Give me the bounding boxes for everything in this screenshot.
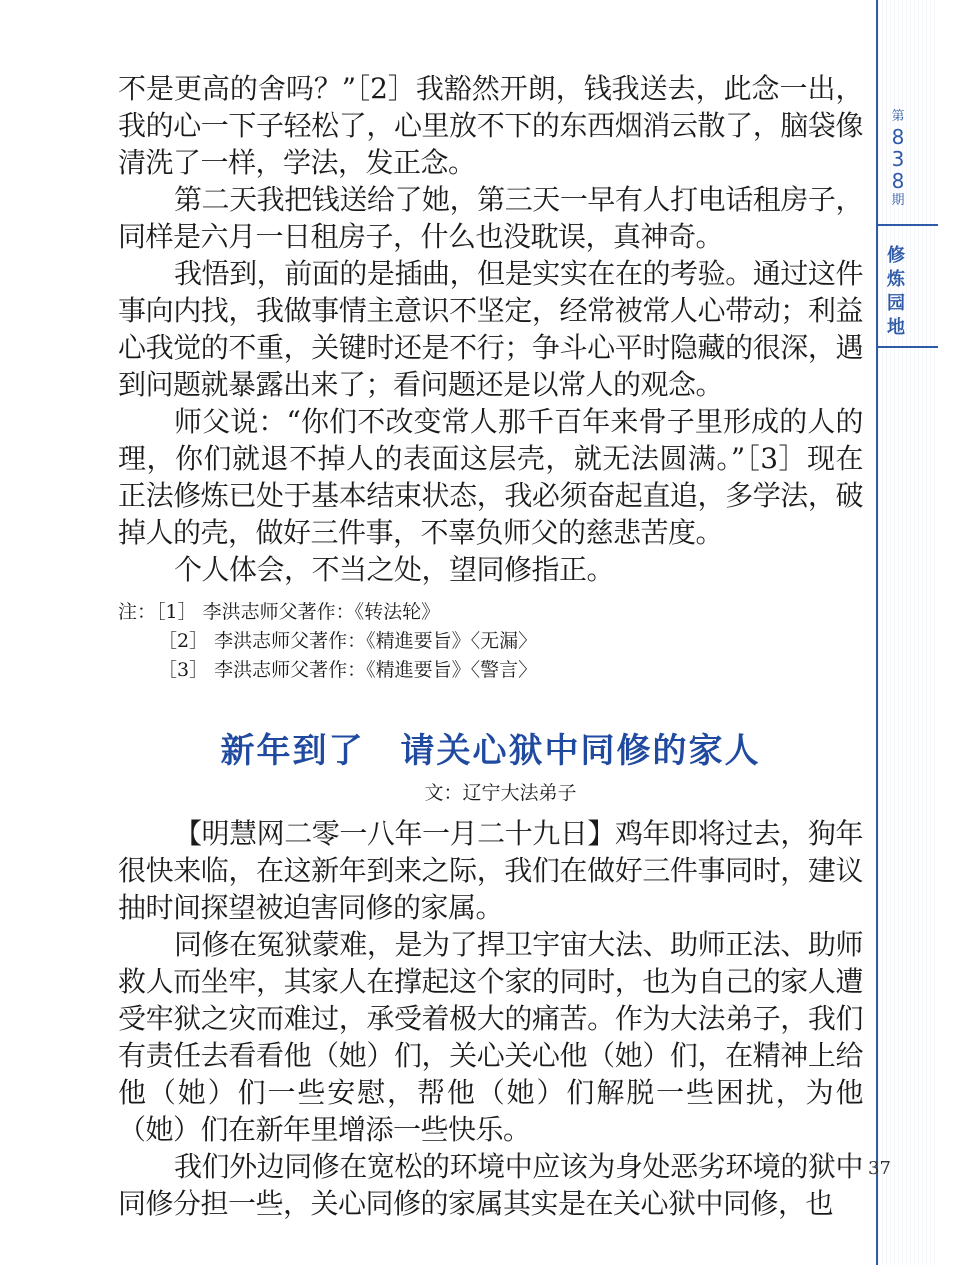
paragraph: 不是更高的舍吗？”［2］我豁然开朗，钱我送去，此念一出，我的心一下子轻松了，心里放不下的东西烟消云散了，脑袋像清洗了一样，学法，发正念。 (118, 72, 863, 179)
divider (878, 224, 938, 226)
issue-digit: 3 (891, 147, 905, 171)
paragraph: 个人体会，不当之处，望同修指正。 (174, 553, 615, 586)
section-char: 炼 (887, 269, 905, 290)
footnote-text: ［3］ 李洪志师父著作：《精進要旨》〈警言〉 (158, 659, 538, 681)
paragraph: 第二天我把钱送给了她，第三天一早有人打电话租房子，同样是六月一日租房子，什么也没耽误，真神奇。 (118, 183, 863, 253)
section-char: 修 (887, 245, 905, 266)
issue-digit: 8 (891, 125, 905, 149)
page-number: 37 (868, 1158, 891, 1179)
paragraph: 同修在冤狱蒙难，是为了捍卫宇宙大法、助师正法、助师救人而坐牢，其家人在撑起这个家的同时，也为自己的家人遭受牢狱之灾而难过，承受着极大的痛苦。作为大法弟子，我们有责任去看看他（她）们，关心关心他（她）们，在精神上给他（她）们一些安慰，帮他（她）们解脱一些困扰，为他（她）们在新年里增添一些快乐。 (118, 928, 863, 1146)
issue-suffix: 期 (891, 193, 905, 208)
footnotes (118, 598, 863, 685)
section-label (878, 244, 914, 340)
footnote (118, 627, 863, 656)
section-char: 园 (887, 293, 905, 314)
paragraph: 我们外边同修在宽松的环境中应该为身处恶劣环境的狱中同修分担一些，关心同修的家属其实是在关心狱中同修，也 (118, 1150, 863, 1220)
issue-prefix: 第 (891, 109, 905, 124)
side-tab (876, 0, 938, 1265)
page-content (118, 70, 863, 1222)
issue-number (878, 108, 918, 210)
article-author: 文：辽宁大法弟子 (424, 782, 577, 804)
footnote (118, 656, 863, 685)
divider (878, 346, 938, 348)
section-char: 地 (887, 317, 905, 338)
article-2 (118, 723, 863, 1222)
footnote-text: ［1］ 李洪志师父著作：《转法轮》 (156, 601, 441, 623)
article-title: 新年到了 请关心狱中同修的家人 (220, 731, 761, 771)
footnotes-prefix: 注： (118, 601, 157, 623)
issue-digit: 8 (891, 169, 905, 193)
article-1 (118, 70, 863, 685)
footnote (118, 598, 863, 627)
paragraph: 我悟到，前面的是插曲，但是实实在在的考验。通过这件事向内找，我做事情主意识不坚定，经常被常人心带动；利益心我觉的不重，关键时还是不行；争斗心平时隐藏的很深，遇到问题就暴露出来了；看问题还是以常人的观念。 (118, 257, 863, 401)
footnote-text: ［2］ 李洪志师父著作：《精進要旨》〈无漏〉 (158, 630, 538, 652)
paragraph: 师父说：“你们不改变常人那千百年来骨子里形成的人的理，你们就退不掉人的表面这层壳，就无法圆满。”［3］现在正法修炼已处于基本结束状态，我必须奋起直追，多学法，破掉人的壳，做好三件事，不辜负师父的慈悲苦度。 (118, 405, 863, 549)
paragraph: 【明慧网二零一八年一月二十九日】鸡年即将过去，狗年很快来临，在这新年到来之际，我们在做好三件事同时，建议抽时间探望被迫害同修的家属。 (118, 817, 863, 924)
